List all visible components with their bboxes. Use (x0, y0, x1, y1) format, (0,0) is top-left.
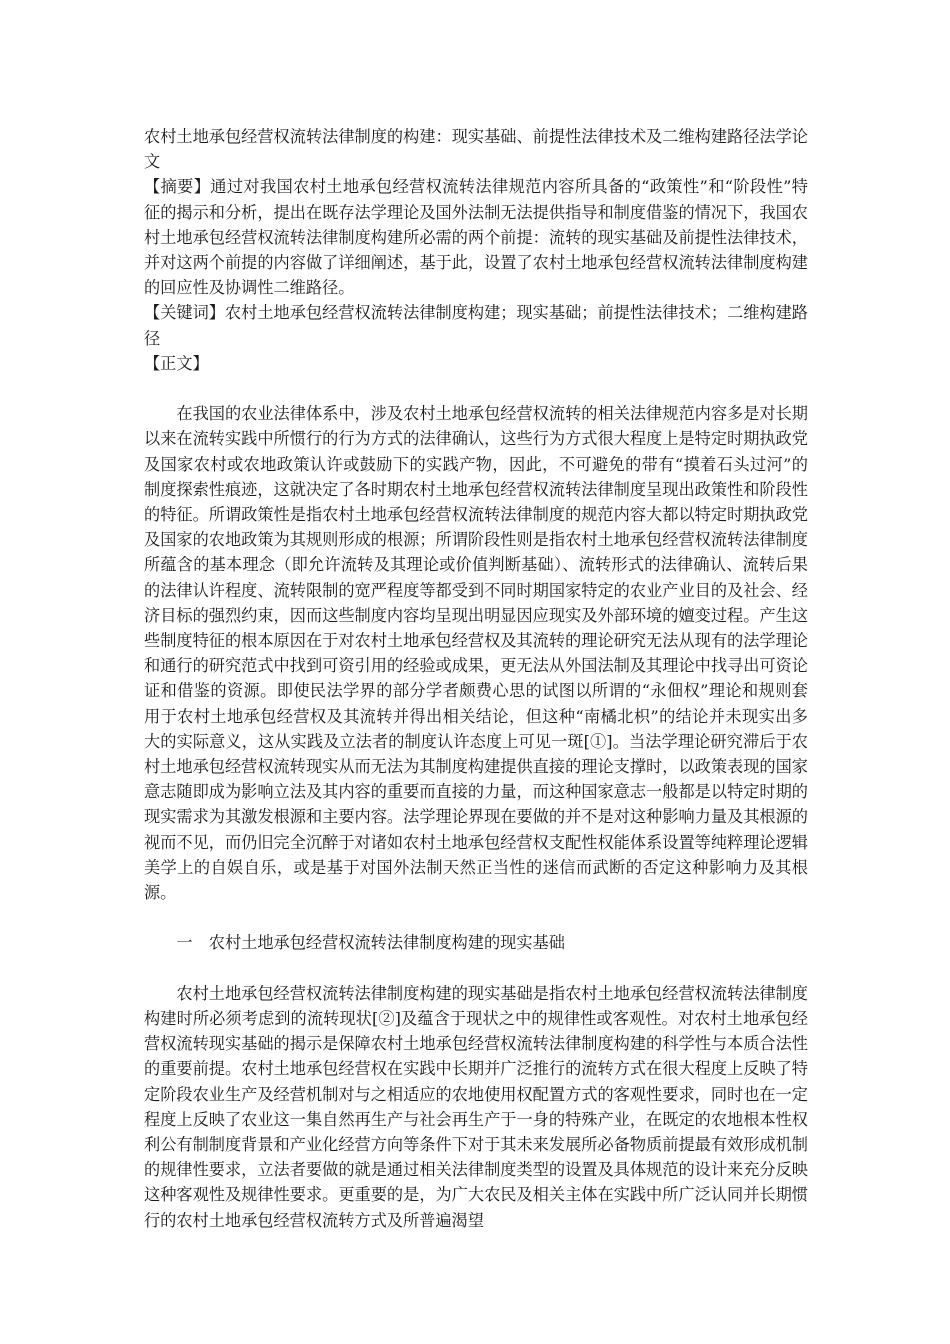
document-title: 农村土地承包经营权流转法律制度的构建：现实基础、前提性法律技术及二维构建路径法学论文 (144, 127, 808, 172)
spacer (144, 376, 808, 401)
paragraph-2: 农村土地承包经营权流转法律制度构建的现实基础是指农村土地承包经营权流转法律制度构建时所必须考虑到的流转现状[②]及蕴含于现状之中的规律性或客观性。对农村土地承包经营权流转现实基础的揭示是保障农村土地承包经营权流转法律制度构建的科学性与本质合法性的重要前提。农村土地承包经营权在实践中长期并广泛推行的流转方式在很大程度上反映了特定阶段农业生产及经营机制对与之相适应的农地使用权配置方式的客观性要求，同时也在一定程度上反映了农业这一集自然再生产与社会再生产于一身的特殊产业，在既定的农地根本性权利公有制制度背景和产业化经营方向等条件下对于其未来发展所必备物质前提最有效形成机制的规律性要求，立法者要做的就是通过相关法律制度类型的设置及具体规范的设计来充分反映这种客观性及规律性要求。更重要的是，为广大农民及相关主体在实践中所广泛认同并长期惯行的农村土地承包经营权流转方式及所普遍渴望 (144, 983, 808, 1230)
spacer (144, 905, 808, 930)
abstract: 【摘要】通过对我国农村土地承包经营权流转法律规范内容所具备的“政策性”和“阶段性”特征的揭示和分析，提出在既存法学理论及国外法制无法提供指导和制度借鉴的情况下，我国农村土地承包经营权流转法律制度构建所必需的两个前提：流转的现实基础及前提性法律技术，并对这两个前提的内容做了详细阐述，基于此，设置了农村土地承包经营权流转法律制度构建的回应性及协调性二维路径。 (144, 177, 808, 298)
paragraph-1: 在我国的农业法律体系中，涉及农村土地承包经营权流转的相关法律规范内容多是对长期以来在流转实践中所惯行的行为方式的法律确认，这些行为方式很大程度上是特定时期执政党及国家农村或农地政策认许或鼓励下的实践产物，因此，不可避免的带有“摸着石头过河”的制度探索性痕迹，这就决定了各时期农村土地承包经营权流转法律制度呈现出政策性和阶段性的特征。所谓政策性是指农村土地承包经营权流转法律制度的规范内容大都以特定时期执政党及国家的农地政策为其规则形成的根源；所谓阶段性则是指农村土地承包经营权流转法律制度所蕴含的基本理念（即允许流转及其理论或价值判断基础）、流转形式的法律确认、流转后果的法律认许程度、流转限制的宽严程度等都受到不同时期国家特定的农业产业目的及社会、经济目标的强烈约束，因而这些制度内容均呈现出明显因应现实及外部环境的嬗变过程。产生这些制度特征的根本原因在于对农村土地承包经营权及其流转的理论研究无法从现有的法学理论和通行的研究范式中找到可资引用的经验或成果，更无法从外国法制及其理论中找寻出可资论证和借鉴的资源。即使民法学界的部分学者颇费心思的试图以所谓的“永佃权”理论和规则套用于农村土地承包经营权及其流转并得出相关结论，但这种“南橘北枳”的结论并未现实出多大的实际意义，这从实践及立法者的制度认许态度上可见一斑[①]。当法学理论研究滞后于农村土地承包经营权流转现实从而无法为其制度构建提供直接的理论支撑时，以政策表现的国家意志随即成为影响立法及其内容的重要而直接的力量，而这种国家意志一般都是以特定时期的现实需求为其激发根源和主要内容。法学理论界现在要做的并不是对这种影响力量及其根源的视而不见，而仍旧完全沉醉于对诸如农村土地承包经营权支配性权能体系设置等纯粹理论逻辑美学上的自娱自乐，或是基于对国外法制天然正当性的迷信而武断的否定这种影响力及其根源。 (144, 404, 808, 903)
document-page (144, 124, 808, 1233)
spacer (144, 956, 808, 981)
keywords: 【关键词】农村土地承包经营权流转法律制度构建；现实基础；前提性法律技术；二维构建路径 (144, 303, 808, 348)
section-heading-1: 一 农村土地承包经营权流转法律制度构建的现实基础 (176, 933, 565, 953)
body-label: 【正文】 (144, 353, 209, 373)
